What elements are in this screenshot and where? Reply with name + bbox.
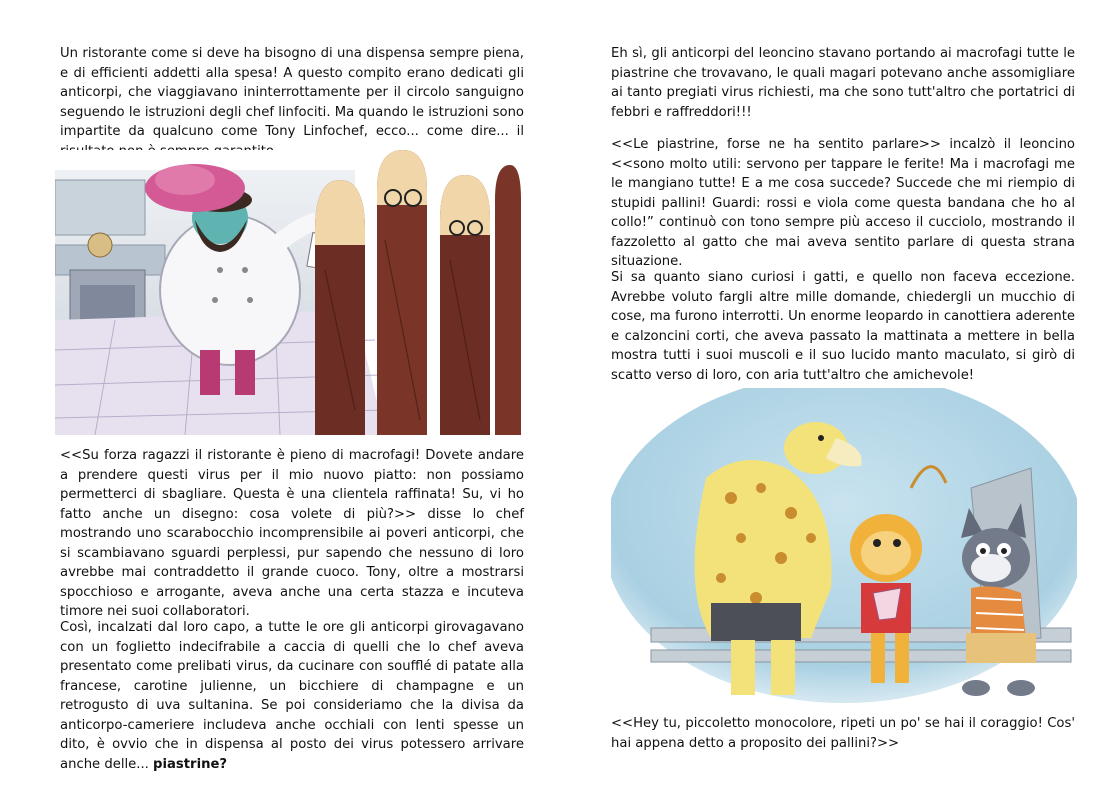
bold-piastrine: piastrine? — [153, 756, 228, 772]
left-paragraph-3-text: Così, incalzati dal loro capo, a tutte le ore gli anticorpi girovagavano con un foglietto indecifrabile a caccia di quelli che lo chef aveva presentato come prelibati virus, da cucinare con soufflé di patate alla francese, carotine julienne, un bicchiere di champagne e un retrogusto di uva sultanina. Se poi consideriamo che la divisa da anticorpo-cameriere includeva anche occhiali con lenti spesse un dito, è ovvio che in dispensa al posto dei virus potessero arrivare anche delle... — [60, 620, 524, 772]
right-page — [559, 0, 1118, 800]
right-paragraph-1: Eh sì, gli anticorpi del leoncino stavano portando ai macrofagi tutte le piastrine che trovavano, le quali magari potevano anche assomigliare ai tanto pregiati virus richiesti, ma che sono tutt'altro che portatrici di febbri e raffreddori!!! — [611, 46, 1075, 120]
leopard-lion-cat-illustration — [611, 388, 1077, 706]
left-paragraph-2: <<Su forza ragazzi il ristorante è pieno di macrofagi! Dovete andare a prendere questi virus per il mio nuovo piatto: non possiamo permetterci di sbagliare. Questa è una clientela raffinata! Su, vi ho fatto anche un disegno: cosa volete di più?>> disse lo chef mostrando uno scarabocchio incomprensibile ai poveri anticorpi, che si scambiavano sguardi perplessi, pur sapendo che nessuno di loro avrebbe mai contraddetto il grande cuoco. Tony, oltre a mostrarsi spocchioso e arrogante, aveva anche una certa stazza e incuteva timore nei suoi collaboratori. — [60, 448, 524, 619]
right-paragraph-2: <<Le piastrine, forse ne ha sentito parlare>> incalzò il leoncino <<sono molto utili: servono per tappare le ferite! Ma i macrofagi me le mangiano tutte! E a me cosa succede? Succede che mi riempio di stupidi pallini! Guardi: rossi e viola come questa bandana che ho al collo!” continuò con tono sempre più acceso il cucciolo, mostrando il fazzoletto al gatto che mai aveva sentito parlare di questa strana situazione. — [611, 137, 1075, 269]
right-paragraph-4: <<Hey tu, piccoletto monocolore, ripeti un po' se hai il coraggio! Cos' hai appena detto a proposito dei pallini?>> — [611, 716, 1075, 751]
left-paragraph-3 — [60, 618, 524, 774]
chef-kitchen-illustration — [55, 150, 521, 435]
left-paragraph-1: Un ristorante come si deve ha bisogno di una dispensa sempre piena, e di efficienti addetti alla spesa! A questo compito erano dedicati gli anticorpi, che viaggiavano ininterrottamente per il circolo sanguigno seguendo le istruzioni degli chef linfociti. Ma quando le istruzioni sono impartite da qualcuno come Tony Linfochef, ecco... come dire... il — [60, 46, 524, 139]
right-paragraph-3: Si sa quanto siano curiosi i gatti, e quello non faceva eccezione. Avrebbe voluto fargli altre mille domande, chiedergli un mucchio di cose, ma furono interrotti. Un enorme leopardo in canottiera aderente e calzoncini corti, che aveva passato la mattinata a mettere in bella mostra tutti i suoi muscoli e il suo lucido manto maculato, si girò di scatto verso di loro, con aria tutt'altro che amichevole! — [611, 270, 1075, 383]
